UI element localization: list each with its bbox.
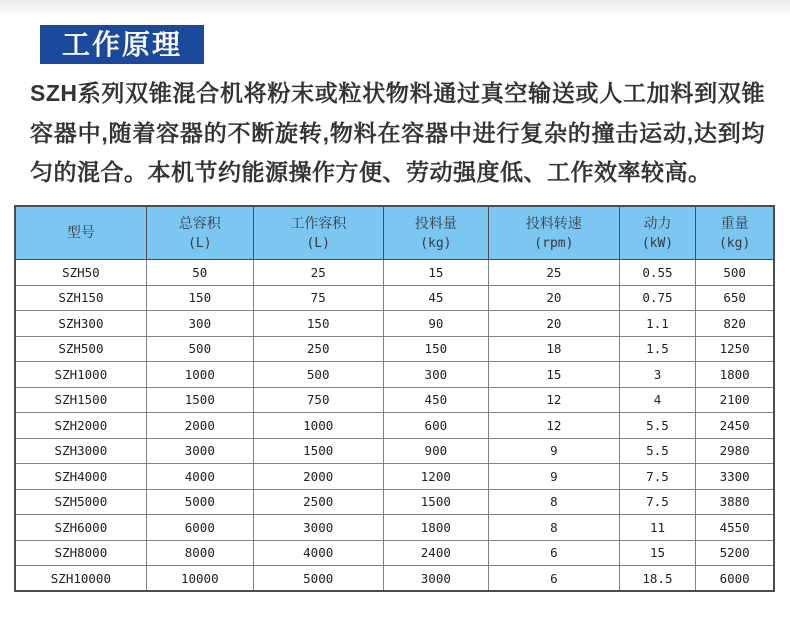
table-cell: 15 <box>619 540 696 566</box>
spec-table-header <box>15 206 774 260</box>
specification-table <box>14 205 775 593</box>
table-cell: 25 <box>489 260 620 286</box>
table-cell: SZH6000 <box>15 515 146 541</box>
table-cell: 3000 <box>383 566 489 592</box>
table-cell: 90 <box>383 311 489 337</box>
column-label: 重量 <box>720 215 749 232</box>
table-cell: SZH50 <box>15 260 146 286</box>
table-cell: 7.5 <box>619 489 696 515</box>
table-cell: 2000 <box>253 464 383 490</box>
table-row <box>15 311 774 337</box>
table-cell: 750 <box>253 387 383 413</box>
working-principle-description: SZH系列双锥混合机将粉末或粒状物料通过真空输送或人工加料到双锥容器中,随着容器的不断旋转,物料在容器中进行复杂的撞击运动,达到均匀的混合。本机节约能源操作方便、劳动强度低、工作效率较高。 <box>30 80 765 185</box>
table-cell: 45 <box>383 285 489 311</box>
table-cell: SZH5000 <box>15 489 146 515</box>
column-unit: (kg) <box>718 235 751 251</box>
table-cell: 6000 <box>146 515 253 541</box>
table-cell: 4550 <box>696 515 774 541</box>
top-shadow-divider <box>0 0 790 16</box>
table-cell: 2450 <box>696 413 774 439</box>
table-cell: 15 <box>383 260 489 286</box>
column-unit: (L) <box>188 235 212 251</box>
table-cell: 15 <box>489 362 620 388</box>
table-cell: 3300 <box>696 464 774 490</box>
column-header <box>146 206 253 260</box>
table-cell: SZH3000 <box>15 438 146 464</box>
table-row <box>15 387 774 413</box>
table-cell: 650 <box>696 285 774 311</box>
table-cell: 250 <box>253 336 383 362</box>
table-cell: 2980 <box>696 438 774 464</box>
table-row <box>15 413 774 439</box>
table-cell: 150 <box>253 311 383 337</box>
column-header <box>489 206 620 260</box>
table-cell: 75 <box>253 285 383 311</box>
table-cell: 25 <box>253 260 383 286</box>
table-cell: 12 <box>489 413 620 439</box>
table-cell: SZH4000 <box>15 464 146 490</box>
section-title-badge: 工作原理 <box>40 25 204 64</box>
table-cell: 500 <box>696 260 774 286</box>
table-row <box>15 362 774 388</box>
table-cell: 20 <box>489 285 620 311</box>
column-header <box>15 206 146 260</box>
table-cell: 5200 <box>696 540 774 566</box>
table-cell: SZH1000 <box>15 362 146 388</box>
table-cell: 900 <box>383 438 489 464</box>
table-cell: SZH10000 <box>15 566 146 592</box>
column-header <box>696 206 774 260</box>
table-cell: 8 <box>489 515 620 541</box>
table-cell: 1000 <box>146 362 253 388</box>
table-cell: 1250 <box>696 336 774 362</box>
spec-table-body <box>15 260 774 592</box>
column-label: 动力 <box>643 215 672 232</box>
table-cell: SZH8000 <box>15 540 146 566</box>
table-cell: 300 <box>146 311 253 337</box>
table-cell: 1500 <box>383 489 489 515</box>
table-row <box>15 464 774 490</box>
table-cell: 10000 <box>146 566 253 592</box>
table-cell: 600 <box>383 413 489 439</box>
table-cell: 18.5 <box>619 566 696 592</box>
table-row <box>15 285 774 311</box>
table-cell: 3000 <box>146 438 253 464</box>
column-unit: (kg) <box>420 235 452 251</box>
table-cell: 500 <box>146 336 253 362</box>
table-cell: 2100 <box>696 387 774 413</box>
table-cell: SZH1500 <box>15 387 146 413</box>
table-row <box>15 515 774 541</box>
table-cell: 1500 <box>146 387 253 413</box>
table-row <box>15 260 774 286</box>
table-cell: 4000 <box>253 540 383 566</box>
column-label: 投料转速 <box>525 215 582 232</box>
table-cell: 1500 <box>253 438 383 464</box>
table-cell: 820 <box>696 311 774 337</box>
table-cell: 1.1 <box>619 311 696 337</box>
table-cell: 500 <box>253 362 383 388</box>
table-cell: 6000 <box>696 566 774 592</box>
column-unit: (rpm) <box>534 235 574 251</box>
table-cell: 3000 <box>253 515 383 541</box>
header-row <box>15 206 774 260</box>
table-row <box>15 489 774 515</box>
table-cell: 8 <box>489 489 620 515</box>
column-label: 投料量 <box>414 215 457 232</box>
table-cell: 150 <box>146 285 253 311</box>
table-cell: 4000 <box>146 464 253 490</box>
table-cell: 1800 <box>383 515 489 541</box>
table-row <box>15 336 774 362</box>
table-cell: 1800 <box>696 362 774 388</box>
table-cell: SZH500 <box>15 336 146 362</box>
table-cell: 4 <box>619 387 696 413</box>
table-cell: SZH300 <box>15 311 146 337</box>
table-cell: 5.5 <box>619 413 696 439</box>
table-cell: 450 <box>383 387 489 413</box>
table-cell: 5000 <box>253 566 383 592</box>
column-label: 工作容积 <box>290 215 347 232</box>
table-cell: SZH2000 <box>15 413 146 439</box>
table-cell: 18 <box>489 336 620 362</box>
table-cell: SZH150 <box>15 285 146 311</box>
table-cell: 5.5 <box>619 438 696 464</box>
table-cell: 0.55 <box>619 260 696 286</box>
table-cell: 2000 <box>146 413 253 439</box>
table-cell: 6 <box>489 540 620 566</box>
column-header <box>619 206 696 260</box>
table-cell: 1000 <box>253 413 383 439</box>
table-cell: 12 <box>489 387 620 413</box>
table-cell: 11 <box>619 515 696 541</box>
table-row <box>15 566 774 592</box>
column-header <box>253 206 383 260</box>
table-cell: 7.5 <box>619 464 696 490</box>
column-label: 总容积 <box>178 215 221 232</box>
table-row <box>15 540 774 566</box>
table-cell: 2400 <box>383 540 489 566</box>
table-cell: 1200 <box>383 464 489 490</box>
table-cell: 150 <box>383 336 489 362</box>
table-cell: 8000 <box>146 540 253 566</box>
column-unit: (kW) <box>641 235 674 251</box>
column-header <box>383 206 489 260</box>
table-cell: 9 <box>489 438 620 464</box>
column-label: 型号 <box>66 224 95 241</box>
table-cell: 2500 <box>253 489 383 515</box>
table-cell: 300 <box>383 362 489 388</box>
table-row <box>15 438 774 464</box>
table-cell: 6 <box>489 566 620 592</box>
table-cell: 0.75 <box>619 285 696 311</box>
column-unit: (L) <box>306 235 330 251</box>
table-cell: 3880 <box>696 489 774 515</box>
table-cell: 3 <box>619 362 696 388</box>
table-cell: 9 <box>489 464 620 490</box>
table-cell: 1.5 <box>619 336 696 362</box>
table-cell: 50 <box>146 260 253 286</box>
table-cell: 20 <box>489 311 620 337</box>
table-cell: 5000 <box>146 489 253 515</box>
